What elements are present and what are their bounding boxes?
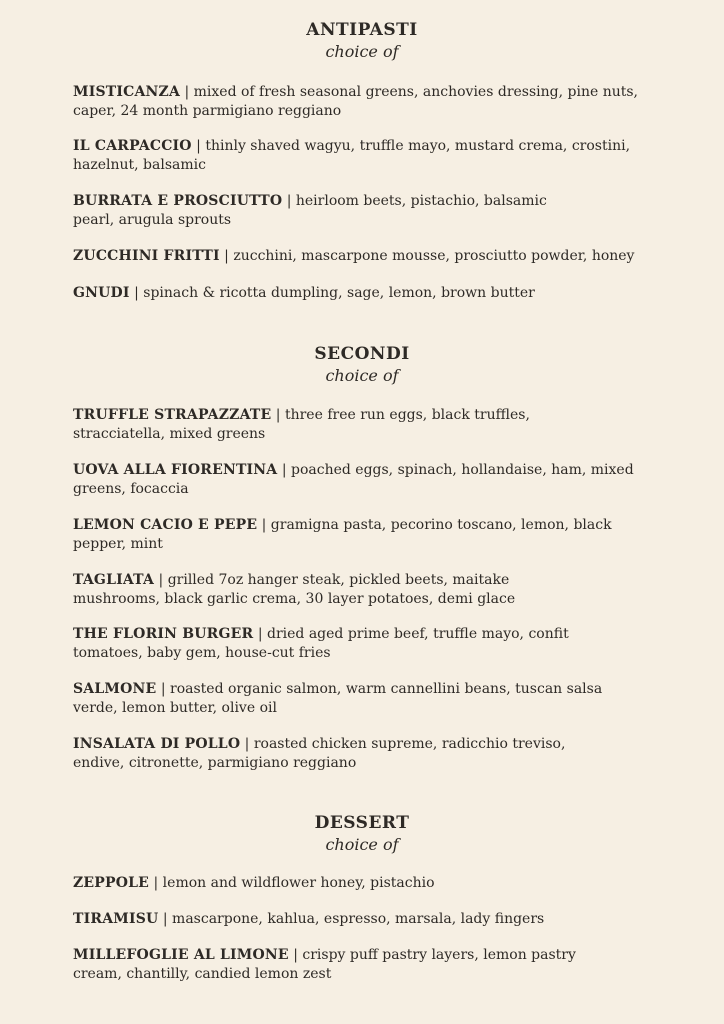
menu-item-tagliata bbox=[73, 571, 573, 609]
secondi-header bbox=[0, 344, 724, 386]
menu-item-the-florin-burger bbox=[73, 625, 613, 663]
dessert-subtitle: choice of bbox=[325, 835, 399, 854]
menu-item-misticanza bbox=[73, 83, 653, 121]
menu-item-uova-alla-fiorentina bbox=[73, 461, 653, 499]
item-description: | dried aged prime beef, truffle mayo, confit tomatoes, baby gem, house-cut fries bbox=[73, 626, 569, 661]
item-name: SALMONE bbox=[73, 681, 157, 697]
menu-item-lemon-cacio-e-pepe bbox=[73, 516, 653, 554]
menu-item-millefoglie-al-limone bbox=[73, 946, 603, 984]
item-description: | grilled 7oz hanger steak, pickled beets, maitake mushrooms, black garlic crema, 30 layer potatoes, demi glace bbox=[73, 572, 516, 607]
antipasti-title: ANTIPASTI bbox=[306, 20, 418, 40]
menu-item-zeppole bbox=[73, 874, 653, 893]
item-description: | spinach & ricotta dumpling, sage, lemon, brown butter bbox=[129, 285, 535, 301]
menu-item-tiramisu bbox=[73, 910, 653, 929]
item-description: | lemon and wildflower honey, pistachio bbox=[149, 875, 435, 891]
secondi-title: SECONDI bbox=[314, 344, 410, 364]
item-description: | three free run eggs, black truffles, stracciatella, mixed greens bbox=[73, 407, 530, 442]
item-description: | poached eggs, spinach, hollandaise, ham, mixed greens, focaccia bbox=[73, 462, 634, 497]
item-description: | thinly shaved wagyu, truffle mayo, mustard crema, crostini, hazelnut, balsamic bbox=[73, 138, 631, 173]
item-name: INSALATA DI POLLO bbox=[73, 736, 241, 752]
menu-item-zucchini-fritti bbox=[73, 247, 653, 266]
item-description: | roasted chicken supreme, radicchio treviso, endive, citronette, parmigiano reggiano bbox=[73, 736, 566, 771]
antipasti-header bbox=[0, 20, 724, 62]
dessert-header bbox=[0, 813, 724, 855]
menu-item-salmone bbox=[73, 680, 613, 718]
menu-item-gnudi bbox=[73, 284, 653, 303]
item-description: | crispy puff pastry layers, lemon pastry cream, chantilly, candied lemon zest bbox=[73, 947, 576, 982]
item-name: THE FLORIN BURGER bbox=[73, 626, 254, 642]
item-name: TAGLIATA bbox=[73, 572, 155, 588]
item-name: ZUCCHINI FRITTI bbox=[73, 248, 220, 264]
item-description: | zucchini, mascarpone mousse, prosciutto powder, honey bbox=[219, 248, 635, 264]
item-description: | gramigna pasta, pecorino toscano, lemon, black pepper, mint bbox=[73, 517, 612, 552]
item-name: IL CARPACCIO bbox=[73, 138, 192, 154]
menu-item-truffle-strapazzate bbox=[73, 406, 593, 444]
item-name: MILLEFOGLIE AL LIMONE bbox=[73, 947, 289, 963]
item-name: LEMON CACIO E PEPE bbox=[73, 517, 258, 533]
item-description: | heirloom beets, pistachio, balsamic pearl, arugula sprouts bbox=[73, 193, 547, 228]
item-description: | roasted organic salmon, warm cannellini beans, tuscan salsa verde, lemon butter, olive oil bbox=[73, 681, 603, 716]
menu-item-burrata-e-prosciutto bbox=[73, 192, 573, 230]
menu-item-insalata-di-pollo bbox=[73, 735, 593, 773]
item-name: BURRATA E PROSCIUTTO bbox=[73, 193, 283, 209]
item-description: | mascarpone, kahlua, espresso, marsala, lady fingers bbox=[158, 911, 545, 927]
secondi-subtitle: choice of bbox=[325, 366, 399, 385]
item-description: | mixed of fresh seasonal greens, anchovies dressing, pine nuts, caper, 24 month parmigiano reggiano bbox=[73, 84, 639, 119]
item-name: UOVA ALLA FIORENTINA bbox=[73, 462, 278, 478]
item-name: MISTICANZA bbox=[73, 84, 181, 100]
item-name: TIRAMISU bbox=[73, 911, 159, 927]
item-name: ZEPPOLE bbox=[73, 875, 150, 891]
antipasti-subtitle: choice of bbox=[325, 42, 399, 61]
dessert-title: DESSERT bbox=[314, 813, 410, 833]
menu-item-il-carpaccio bbox=[73, 137, 653, 175]
item-name: GNUDI bbox=[73, 285, 130, 301]
item-name: TRUFFLE STRAPAZZATE bbox=[73, 407, 272, 423]
